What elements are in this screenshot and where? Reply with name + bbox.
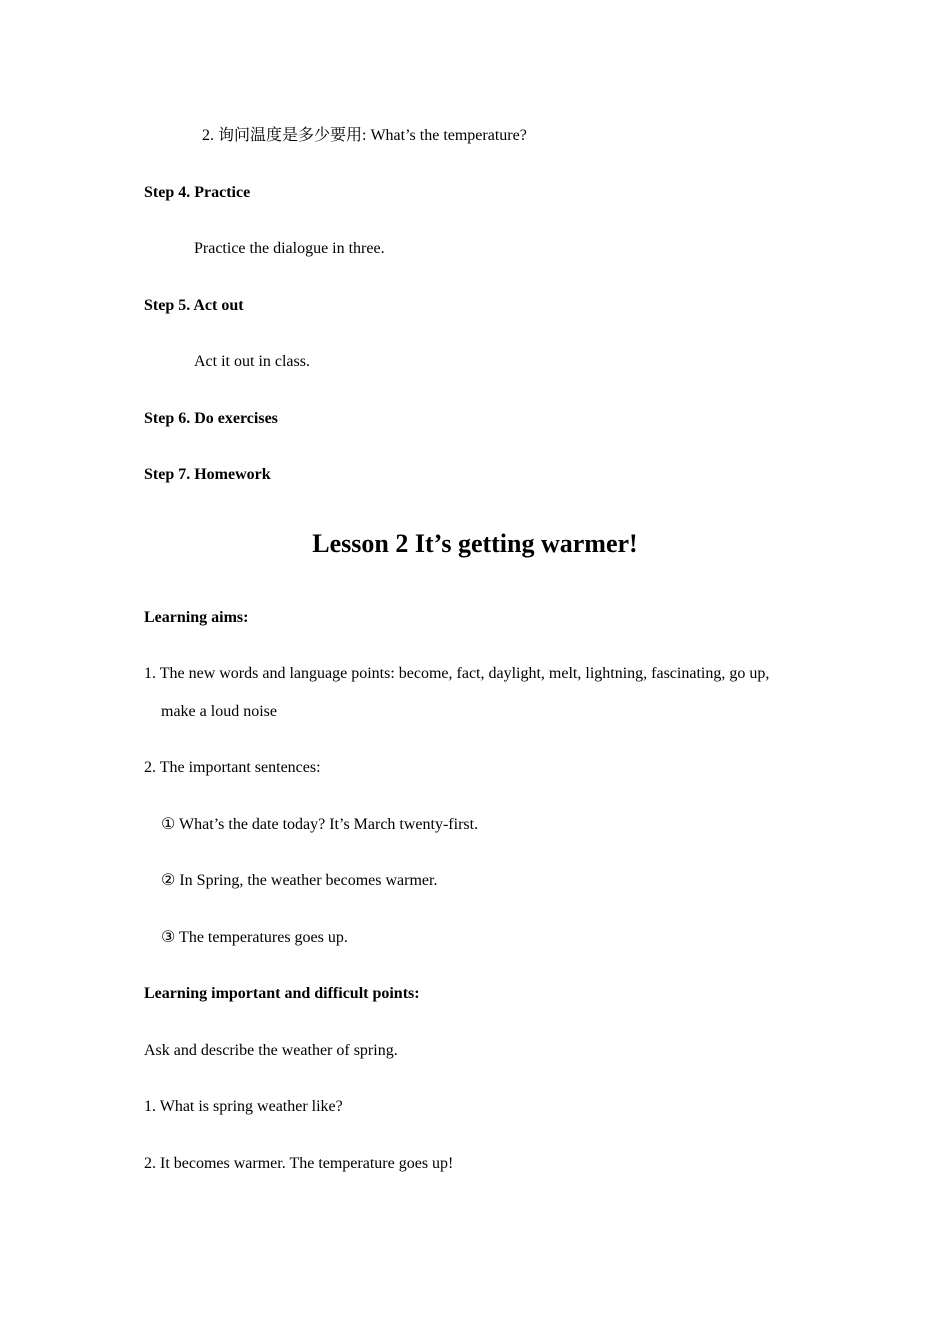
difficult-point-2: 2. It becomes warmer. The temperature goes up! [144,1155,454,1172]
temperature-question-item: 2. 询问温度是多少要用: What’s the temperature? [202,127,527,144]
step5-heading: Step 5. Act out [144,297,244,314]
learning-aims-heading: Learning aims: [144,609,249,626]
difficult-point-1: 1. What is spring weather like? [144,1098,343,1115]
step4-heading: Step 4. Practice [144,184,251,201]
step6-heading: Step 6. Do exercises [144,410,278,427]
step5-body: Act it out in class. [194,353,310,370]
aim2: 2. The important sentences: [144,759,321,776]
difficult-points-heading: Learning important and difficult points: [144,985,420,1002]
step4-body: Practice the dialogue in three. [194,240,385,257]
difficult-points-intro: Ask and describe the weather of spring. [144,1042,398,1059]
step7-heading: Step 7. Homework [144,466,271,483]
important-sentence-2: ② In Spring, the weather becomes warmer. [161,872,438,889]
important-sentence-1: ① What’s the date today? It’s March twenty-first. [161,816,479,833]
lesson-title: Lesson 2 It’s getting warmer! [312,529,638,558]
aim1-line1: 1. The new words and language points: become, fact, daylight, melt, lightning, fascinating, go up, [144,665,770,682]
important-sentence-3: ③ The temperatures goes up. [161,929,348,946]
aim1-line2: make a loud noise [161,703,277,720]
